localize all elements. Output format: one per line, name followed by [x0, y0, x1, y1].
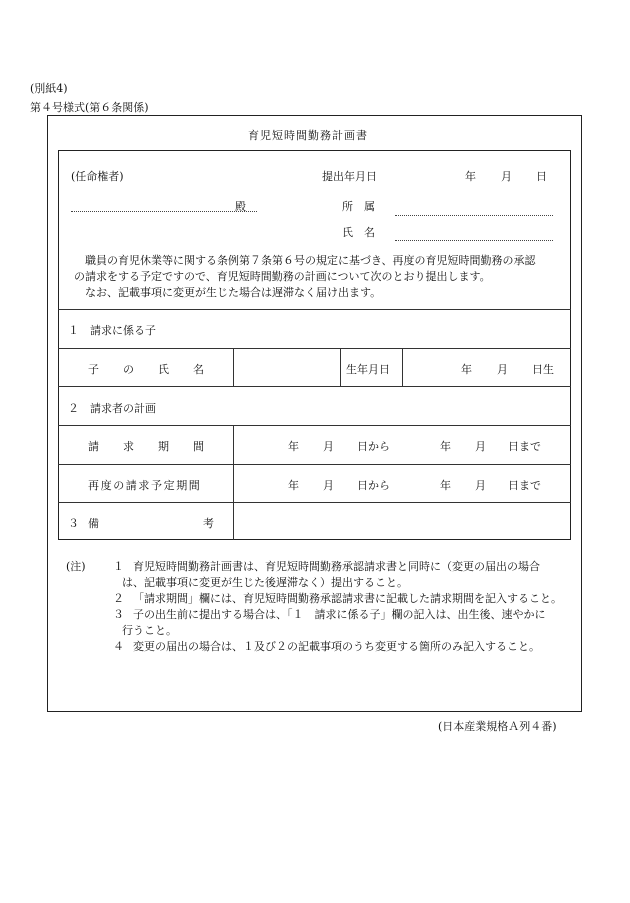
child-name-field[interactable] [234, 349, 339, 385]
addressee-line[interactable] [71, 211, 257, 212]
birth-day[interactable]: 日生 [532, 363, 554, 376]
birth-year[interactable]: 年 [461, 363, 472, 376]
divider [58, 309, 571, 310]
honorific-label: 殿 [235, 200, 246, 213]
note-1-line-2: は、記載事項に変更が生じた後遅滞なく）提出すること。 [122, 576, 408, 589]
request-to-day[interactable]: 日まで [508, 440, 541, 453]
remarks-field[interactable] [234, 503, 570, 539]
form-number: 第４号様式(第６条関係) [30, 101, 149, 114]
form-title: 育児短時間勤務計画書 [248, 129, 368, 142]
child-name-label [88, 361, 228, 377]
submission-year: 年 [465, 170, 476, 183]
note-3-line-1: 子の出生前に提出する場合は、「１ 請求に係る子」欄の記入は、出生後、速やかに [133, 608, 546, 621]
note-1-number: １ [113, 560, 124, 573]
re-request-to-month[interactable]: 月 [475, 479, 486, 492]
divider [58, 464, 571, 465]
request-period-label: 請求期間 [88, 440, 228, 453]
re-request-from-year[interactable]: 年 [288, 479, 299, 492]
submission-date-label: 提出年月日 [322, 170, 377, 183]
intro-line-3: なお、記載事項に変更が生じた場合は遅滞なく届け出ます。 [85, 286, 382, 299]
divider [402, 348, 403, 386]
request-to-month[interactable]: 月 [475, 440, 486, 453]
note-4-number: ４ [113, 640, 124, 653]
child-name-label-text: 子の氏名 [88, 363, 228, 376]
submission-day: 日 [536, 170, 547, 183]
re-request-to-day[interactable]: 日まで [508, 479, 541, 492]
affiliation-field[interactable] [395, 215, 553, 216]
attachment-label: (別紙4) [30, 82, 68, 95]
request-to-year[interactable]: 年 [440, 440, 451, 453]
section3-number: ３ [68, 517, 79, 530]
note-2-line-1: 「請求期間」欄には、育児短時間勤務承認請求書に記載した請求期間を記入すること。 [133, 592, 562, 605]
paper-size-note: (日本産業規格Ａ列４番) [438, 720, 557, 733]
remarks-label: 備考 [88, 517, 318, 530]
birthdate-label: 生年月日 [346, 363, 390, 376]
note-3-line-2: 行うこと。 [122, 624, 177, 637]
name-label: 氏 名 [342, 226, 375, 239]
re-request-period-label: 再度の請求予定期間 [88, 479, 202, 492]
section2-heading: ２ 請求者の計画 [68, 402, 156, 415]
submission-month: 月 [501, 170, 512, 183]
divider [58, 425, 571, 426]
notes-label: (注) [66, 560, 86, 573]
note-4-line-1: 変更の届出の場合は、１及び２の記載事項のうち変更する箇所のみ記入すること。 [133, 640, 540, 653]
appointer-label: (任命権者) [71, 170, 124, 183]
intro-line-2: の請求をする予定ですので、育児短時間勤務の計画について次のとおり提出します。 [74, 270, 491, 283]
divider [340, 348, 341, 386]
request-from-month[interactable]: 月 [323, 440, 334, 453]
birth-month[interactable]: 月 [497, 363, 508, 376]
divider [58, 386, 571, 387]
note-3-number: ３ [113, 608, 124, 621]
request-from-year[interactable]: 年 [288, 440, 299, 453]
note-2-number: ２ [113, 592, 124, 605]
note-1-line-1: 育児短時間勤務計画書は、育児短時間勤務承認請求書と同時に（変更の届出の場合 [133, 560, 540, 573]
re-request-from-day[interactable]: 日から [357, 479, 390, 492]
request-from-day[interactable]: 日から [357, 440, 390, 453]
re-request-to-year[interactable]: 年 [440, 479, 451, 492]
intro-line-1: 職員の育児休業等に関する条例第７条第６号の規定に基づき、再度の育児短時間勤務の承認 [85, 254, 536, 267]
name-field[interactable] [395, 240, 553, 241]
section1-heading: １ 請求に係る子 [68, 324, 156, 337]
re-request-from-month[interactable]: 月 [323, 479, 334, 492]
affiliation-label: 所 属 [342, 200, 375, 213]
